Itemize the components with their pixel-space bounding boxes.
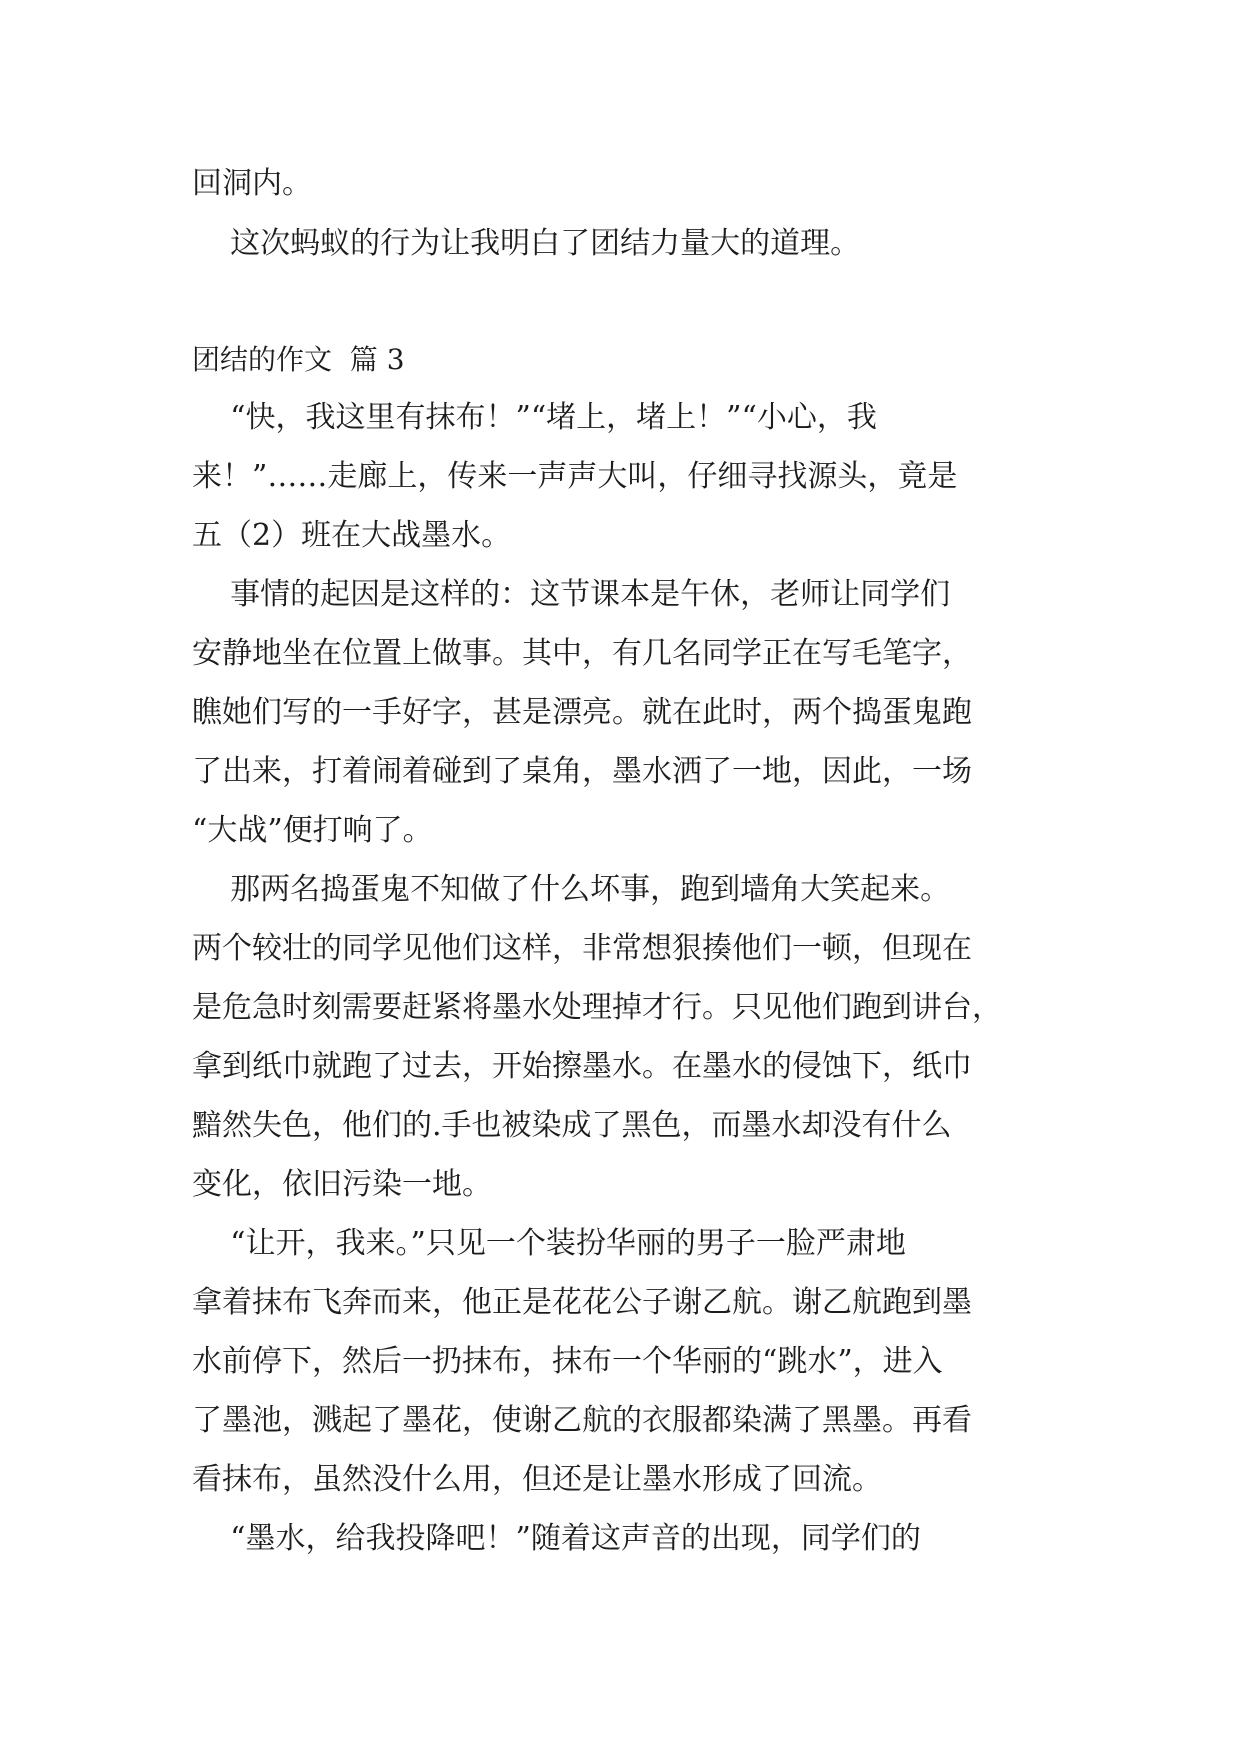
text-line: 了墨池，溅起了墨花，使谢乙航的衣服都染满了黑墨。再看 <box>192 1403 972 1438</box>
text-line: 变化，依旧污染一地。 <box>192 1167 492 1202</box>
text-line: 五（2）班在大战墨水。 <box>192 518 512 553</box>
text-line: 这次蚂蚁的行为让我明白了团结力量大的道理。 <box>192 226 861 261</box>
text-line: 看抹布，虽然没什么用，但还是让墨水形成了回流。 <box>192 1462 882 1497</box>
text-line: 水前停下，然后一扔抹布，抹布一个华丽的“跳水”，进入 <box>192 1344 943 1379</box>
text-line: 瞧她们写的一手好字，甚是漂亮。就在此时，两个捣蛋鬼跑 <box>192 695 972 730</box>
text-line: 拿到纸巾就跑了过去，开始擦墨水。在墨水的侵蚀下，纸巾 <box>192 1049 972 1084</box>
text-line: 了出来，打着闹着碰到了桌角，墨水洒了一地，因此，一场 <box>192 754 972 789</box>
text-line: 两个较壮的同学见他们这样，非常想狠揍他们一顿，但现在 <box>192 931 972 966</box>
text-line: 事情的起因是这样的：这节课本是午休，老师让同学们 <box>192 577 951 612</box>
text-line: 是危急时刻需要赶紧将墨水处理掉才行。只见他们跑到讲台， <box>192 990 1002 1025</box>
text-line: 黯然失色，他们的.手也被染成了黑色，而墨水却没有什么 <box>192 1108 952 1143</box>
text-line: 拿着抹布飞奔而来，他正是花花公子谢乙航。谢乙航跑到墨 <box>192 1285 972 1320</box>
text-line: 回洞内。 <box>192 166 312 201</box>
text-line: “大战”便打响了。 <box>192 813 433 848</box>
text-line: 那两名捣蛋鬼不知做了什么坏事，跑到墙角大笑起来。 <box>192 872 951 907</box>
text-line: 安静地坐在位置上做事。其中，有几名同学正在写毛笔字， <box>192 636 972 671</box>
text-line: “让开，我来。”只见一个装扮华丽的男子一脸严肃地 <box>192 1226 906 1261</box>
text-line: “墨水，给我投降吧！”随着这声音的出现，同学们的 <box>192 1521 921 1556</box>
text-line: 来！”……走廊上，传来一声声大叫，仔细寻找源头，竟是 <box>192 459 958 494</box>
section-heading: 团结的作文 篇 3 <box>192 343 405 376</box>
text-line: “快，我这里有抹布！”“堵上，堵上！”“小心，我 <box>192 400 877 435</box>
